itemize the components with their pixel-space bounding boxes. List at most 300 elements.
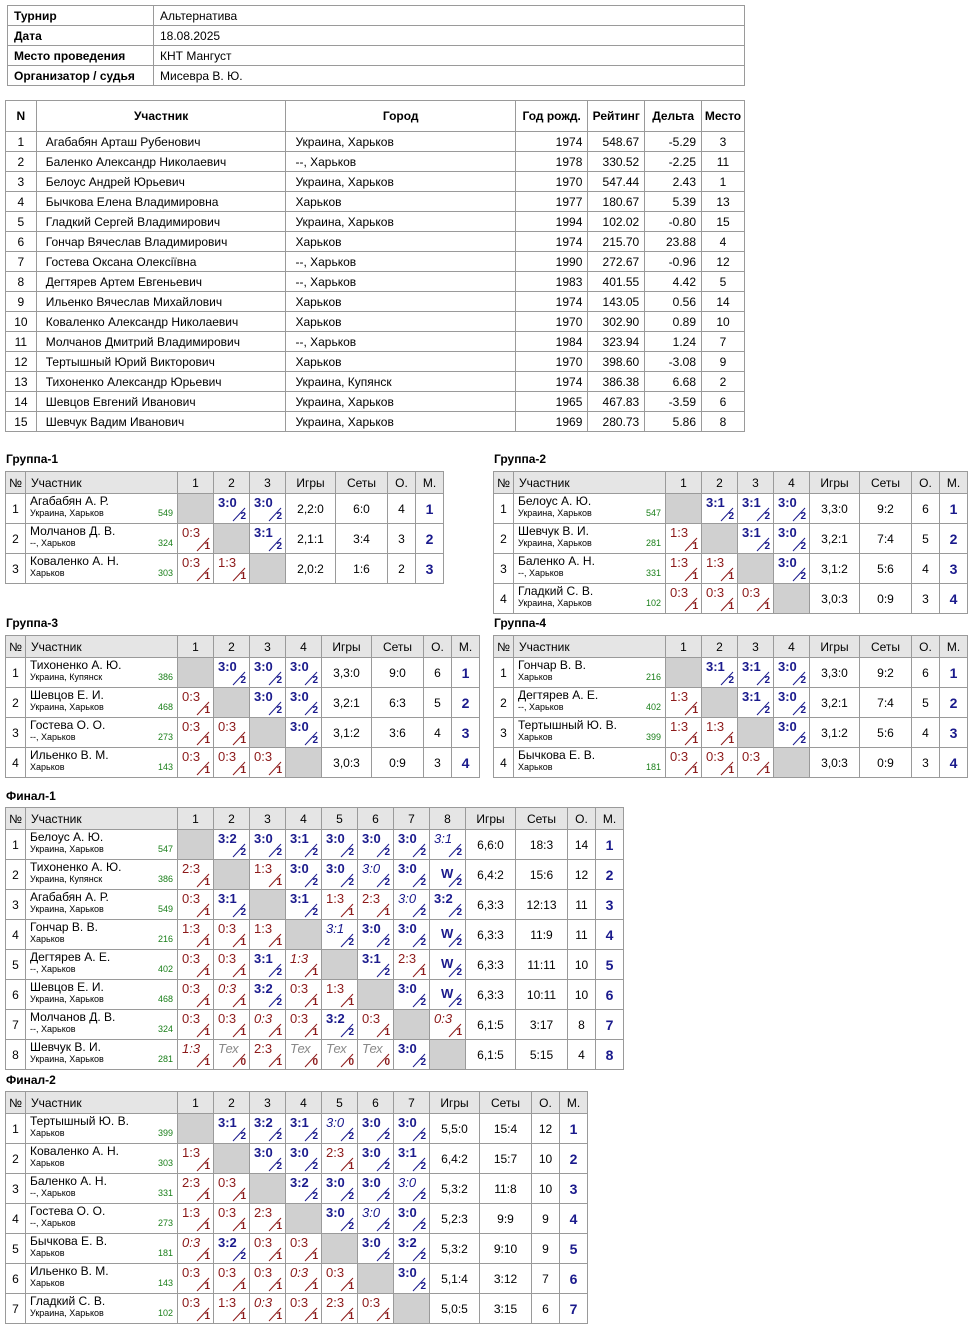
match-cell <box>666 748 702 778</box>
match-result <box>250 860 285 889</box>
match-result <box>250 1040 285 1069</box>
group-table <box>493 635 968 778</box>
match-result <box>394 860 429 889</box>
match-score: 3:0 <box>398 1265 417 1280</box>
match-cell <box>322 1040 358 1070</box>
match-result <box>286 658 321 687</box>
match-points: 2 <box>276 997 282 1008</box>
table-row <box>6 412 745 432</box>
table-cell: 7 <box>6 252 37 272</box>
header-number: № <box>6 472 26 494</box>
match-cell <box>250 950 286 980</box>
player-place: 7 <box>596 1010 624 1040</box>
match-points: 1 <box>348 1161 354 1172</box>
table-row <box>6 352 745 372</box>
player-info <box>30 1128 173 1139</box>
group-header-row <box>494 636 968 658</box>
player-cell <box>26 980 178 1010</box>
match-score: 0:3 <box>182 749 201 764</box>
player-city: --, Харьков <box>518 568 564 578</box>
match-points: 1 <box>240 1311 246 1322</box>
match-result <box>702 494 737 523</box>
table-cell: 14 <box>702 292 745 312</box>
match-points: 1 <box>276 1251 282 1262</box>
player-name: Тертышный Ю. В. <box>518 718 617 732</box>
column-header: Год рожд. <box>515 101 587 132</box>
match-score: 0:3 <box>290 1295 309 1310</box>
table-cell: Тертышный Юрий Викторович <box>36 352 286 372</box>
match-cell <box>250 524 286 554</box>
match-score: 3:2 <box>398 1235 417 1250</box>
player-games: 6,3:3 <box>466 920 516 950</box>
match-points: 1 <box>204 1057 210 1068</box>
group-row <box>6 524 444 554</box>
match-score: 3:0 <box>362 831 381 846</box>
match-score: 3:1 <box>742 495 761 510</box>
match-score: 3:1 <box>706 659 725 674</box>
match-score: 3:1 <box>218 1115 237 1130</box>
player-city: Харьков <box>30 1278 65 1288</box>
table-cell: 15 <box>702 212 745 232</box>
match-result <box>322 1144 357 1173</box>
match-cell <box>286 1114 322 1144</box>
match-points: 1 <box>728 765 734 776</box>
match-score: 3:1 <box>434 831 453 846</box>
match-result <box>286 1234 321 1263</box>
match-cell <box>666 524 702 554</box>
match-points: 2 <box>456 997 462 1008</box>
match-cell <box>178 920 214 950</box>
match-score: 0:3 <box>182 951 201 966</box>
match-result <box>178 1204 213 1233</box>
player-number: 4 <box>494 748 514 778</box>
table-cell: 23.88 <box>645 232 702 252</box>
match-cell <box>322 920 358 950</box>
match-points: 2 <box>312 675 318 686</box>
player-sets: 0:9 <box>372 748 424 778</box>
player-games: 3,2:1 <box>810 688 860 718</box>
match-cell <box>286 890 322 920</box>
match-points: 1 <box>240 967 246 978</box>
match-result <box>250 830 285 859</box>
match-result <box>214 980 249 1009</box>
match-score: 2:3 <box>254 1205 273 1220</box>
match-result <box>358 1294 393 1323</box>
match-result <box>214 658 249 687</box>
match-points: 2 <box>240 511 246 522</box>
match-score: 0:3 <box>182 555 201 570</box>
match-cell <box>214 830 250 860</box>
match-result <box>286 1040 321 1069</box>
match-result <box>178 920 213 949</box>
match-cell <box>250 1010 286 1040</box>
match-score: 2:3 <box>398 951 417 966</box>
match-points: 1 <box>204 1191 210 1202</box>
player-city: --, Харьков <box>30 1218 76 1228</box>
match-score: 3:1 <box>290 831 309 846</box>
match-result <box>178 718 213 747</box>
match-points: 1 <box>764 765 770 776</box>
match-result <box>774 494 809 523</box>
match-cell <box>286 860 322 890</box>
match-score: 3:1 <box>742 525 761 540</box>
table-cell: 302.90 <box>588 312 645 332</box>
match-score: 1:3 <box>706 555 725 570</box>
player-name: Агабабян А. Р. <box>30 890 109 904</box>
table-cell: 14 <box>6 392 37 412</box>
player-points: 11 <box>568 890 596 920</box>
match-result <box>702 748 737 777</box>
table-cell: Шевцов Евгений Иванович <box>36 392 286 412</box>
player-cell <box>514 524 666 554</box>
match-score: 0:3 <box>182 891 201 906</box>
match-result <box>358 890 393 919</box>
table-cell: -0.80 <box>645 212 702 232</box>
player-name: Бычкова Е. В. <box>518 748 596 762</box>
column-header: Город <box>286 101 515 132</box>
match-score: 0:3 <box>670 585 689 600</box>
table-cell: 280.73 <box>588 412 645 432</box>
match-cell <box>214 950 250 980</box>
match-score: 0:3 <box>218 749 237 764</box>
match-cell <box>250 1144 286 1174</box>
match-cell <box>178 1294 214 1324</box>
player-cell <box>26 554 178 584</box>
match-cell <box>394 890 430 920</box>
table-cell: 8 <box>6 272 37 292</box>
match-cell <box>214 1204 250 1234</box>
match-score: 0:3 <box>254 1295 273 1310</box>
header-participant: Участник <box>26 1092 178 1114</box>
match-points: 1 <box>240 1027 246 1038</box>
player-city: --, Харьков <box>30 732 76 742</box>
table-cell: 5 <box>702 272 745 292</box>
match-cell <box>250 920 286 950</box>
match-points: 2 <box>728 511 734 522</box>
match-score: 0:3 <box>182 1265 201 1280</box>
player-city: Харьков <box>30 934 65 944</box>
player-points: 8 <box>568 1010 596 1040</box>
match-points: 1 <box>204 541 210 552</box>
player-cell <box>26 830 178 860</box>
player-name: Ильенко В. М. <box>30 1264 109 1278</box>
match-score: 1:3 <box>182 921 201 936</box>
match-score: 0:3 <box>182 1235 201 1250</box>
player-sets: 11:9 <box>516 920 568 950</box>
player-points: 10 <box>532 1174 560 1204</box>
match-points: 1 <box>692 541 698 552</box>
match-result <box>702 554 737 583</box>
match-score: 3:0 <box>254 689 273 704</box>
match-points: 2 <box>276 1161 282 1172</box>
table-cell: Дегтярев Артем Евгеньевич <box>36 272 286 292</box>
match-cell <box>178 1010 214 1040</box>
match-points: 1 <box>276 1221 282 1232</box>
info-value: Альтернатива <box>154 6 745 26</box>
match-points: 1 <box>204 735 210 746</box>
match-points: 2 <box>420 877 426 888</box>
player-rating: 143 <box>157 1278 173 1288</box>
player-sets: 15:7 <box>480 1144 532 1174</box>
player-points: 9 <box>532 1204 560 1234</box>
table-cell: Бычкова Елена Владимировна <box>36 192 286 212</box>
group-title: Группа-1 <box>6 452 59 466</box>
match-points: 2 <box>384 1161 390 1172</box>
match-result <box>702 718 737 747</box>
match-score: 1:3 <box>182 1041 201 1056</box>
player-number: 7 <box>6 1010 26 1040</box>
player-name: Шевчук В. И. <box>518 524 589 538</box>
match-score: 1:3 <box>326 981 345 996</box>
match-points: 2 <box>276 675 282 686</box>
player-info <box>30 934 173 945</box>
match-cell <box>394 1174 430 1204</box>
player-info <box>30 1308 173 1319</box>
match-cell <box>322 1144 358 1174</box>
match-score: 0:3 <box>254 1265 273 1280</box>
match-cell <box>358 950 394 980</box>
table-cell: 6.68 <box>645 372 702 392</box>
match-score: 3:1 <box>326 921 345 936</box>
match-points: 2 <box>240 1131 246 1142</box>
header-sets: Сеты <box>372 636 424 658</box>
match-points: 2 <box>420 997 426 1008</box>
match-score: 2:3 <box>326 1145 345 1160</box>
match-cell <box>738 494 774 524</box>
match-score: Тех <box>326 1041 347 1056</box>
match-result <box>394 920 429 949</box>
match-points: 2 <box>384 1131 390 1142</box>
match-score: 3:2 <box>434 891 453 906</box>
table-cell: -3.08 <box>645 352 702 372</box>
player-number: 3 <box>6 890 26 920</box>
match-cell <box>178 554 214 584</box>
table-cell: 1983 <box>515 272 587 292</box>
match-cell <box>666 688 702 718</box>
match-cell <box>394 1264 430 1294</box>
match-result <box>430 920 465 949</box>
match-result <box>250 920 285 949</box>
match-points: 1 <box>728 571 734 582</box>
match-cell <box>178 1174 214 1204</box>
player-cell <box>514 584 666 614</box>
match-result <box>358 1234 393 1263</box>
match-points: 1 <box>276 877 282 888</box>
tournament-info-table <box>7 5 745 86</box>
header-m: М. <box>940 636 968 658</box>
table-cell: 0.56 <box>645 292 702 312</box>
match-score: 0:3 <box>254 1235 273 1250</box>
match-cell <box>214 890 250 920</box>
match-cell <box>358 1040 394 1070</box>
player-info <box>518 598 661 609</box>
header-sets: Сеты <box>860 472 912 494</box>
player-number: 3 <box>494 554 514 584</box>
player-cell <box>26 688 178 718</box>
match-points: 2 <box>348 937 354 948</box>
match-cell <box>178 980 214 1010</box>
match-result <box>394 1040 429 1069</box>
player-city: --, Харьков <box>30 964 76 974</box>
table-cell: 1974 <box>515 232 587 252</box>
match-result <box>666 554 701 583</box>
match-points: 2 <box>800 705 806 716</box>
match-points: 1 <box>312 1311 318 1322</box>
match-result <box>214 1174 249 1203</box>
group-row <box>6 950 624 980</box>
player-place: 3 <box>416 554 444 584</box>
match-result <box>322 890 357 919</box>
player-city: --, Харьков <box>518 702 564 712</box>
table-cell: 9 <box>702 352 745 372</box>
match-points: 1 <box>276 1027 282 1038</box>
match-score: 3:0 <box>398 831 417 846</box>
diagonal-cell <box>250 1174 286 1204</box>
match-result <box>214 554 249 583</box>
match-points: 1 <box>384 1311 390 1322</box>
match-cell <box>250 1040 286 1070</box>
player-rating: 468 <box>157 702 173 712</box>
player-points: 11 <box>568 920 596 950</box>
table-cell: 3 <box>6 172 37 192</box>
match-cell <box>322 890 358 920</box>
table-cell: Ильенко Вячеслав Михайлович <box>36 292 286 312</box>
player-info <box>30 702 173 713</box>
match-result <box>178 688 213 717</box>
player-number: 5 <box>6 1234 26 1264</box>
header-opponent: 4 <box>286 636 322 658</box>
player-rating: 399 <box>157 1128 173 1138</box>
match-score: 2:3 <box>326 1295 345 1310</box>
match-points: 1 <box>692 705 698 716</box>
header-participant: Участник <box>26 472 178 494</box>
match-cell <box>214 494 250 524</box>
match-cell <box>322 1294 358 1324</box>
match-points: 2 <box>420 1057 426 1068</box>
match-result <box>250 950 285 979</box>
diagonal-cell <box>702 524 738 554</box>
player-place: 2 <box>940 688 968 718</box>
match-cell <box>250 860 286 890</box>
match-points: 2 <box>384 1251 390 1262</box>
player-games: 2,1:1 <box>286 524 336 554</box>
table-cell: -5.29 <box>645 132 702 152</box>
match-score: 1:3 <box>254 861 273 876</box>
match-result <box>250 524 285 553</box>
diagonal-cell <box>430 1040 466 1070</box>
match-result <box>250 980 285 1009</box>
match-result <box>250 1204 285 1233</box>
table-cell: 10 <box>702 312 745 332</box>
match-cell <box>178 950 214 980</box>
match-result <box>214 1294 249 1323</box>
group-title: Финал-1 <box>6 789 56 803</box>
match-points: 2 <box>312 907 318 918</box>
match-score: W <box>441 926 454 941</box>
match-score: 3:1 <box>290 891 309 906</box>
match-result <box>394 1144 429 1173</box>
match-score: 1:3 <box>670 555 689 570</box>
player-name: Гончар В. В. <box>30 920 98 934</box>
table-cell: 13 <box>702 192 745 212</box>
match-score: 3:2 <box>254 981 273 996</box>
match-score: 3:0 <box>290 689 309 704</box>
match-score: 1:3 <box>670 719 689 734</box>
match-score: 0:3 <box>254 749 273 764</box>
match-result <box>430 830 465 859</box>
table-cell: Харьков <box>286 352 515 372</box>
player-games: 3,3:0 <box>810 658 860 688</box>
match-points: 1 <box>348 997 354 1008</box>
group-row <box>6 1264 588 1294</box>
match-points: 1 <box>240 1221 246 1232</box>
match-cell <box>738 748 774 778</box>
header-games: Игры <box>430 1092 480 1114</box>
match-result <box>774 688 809 717</box>
match-result <box>322 1204 357 1233</box>
player-points: 10 <box>568 980 596 1010</box>
table-cell: 1974 <box>515 292 587 312</box>
match-score: 3:2 <box>254 1115 273 1130</box>
diagonal-cell <box>666 658 702 688</box>
player-points: 9 <box>532 1234 560 1264</box>
header-o: О. <box>912 636 940 658</box>
table-row <box>6 372 745 392</box>
player-number: 6 <box>6 1264 26 1294</box>
player-points: 6 <box>424 658 452 688</box>
match-points: 2 <box>800 541 806 552</box>
player-rating: 331 <box>157 1188 173 1198</box>
player-number: 3 <box>6 554 26 584</box>
header-games: Игры <box>322 636 372 658</box>
table-cell: 5.39 <box>645 192 702 212</box>
player-sets: 3:17 <box>516 1010 568 1040</box>
match-points: 1 <box>312 1027 318 1038</box>
match-result <box>178 748 213 777</box>
player-rating: 181 <box>645 762 661 772</box>
match-score: 3:0 <box>362 1205 381 1220</box>
player-number: 5 <box>6 950 26 980</box>
player-info <box>30 1024 173 1035</box>
match-cell <box>394 920 430 950</box>
diagonal-cell <box>358 980 394 1010</box>
diagonal-cell <box>178 658 214 688</box>
table-cell: Баленко Александр Николаевич <box>36 152 286 172</box>
match-cell <box>666 554 702 584</box>
match-score: 3:1 <box>742 689 761 704</box>
match-cell <box>178 1144 214 1174</box>
player-rating: 547 <box>645 508 661 518</box>
match-result <box>666 748 701 777</box>
header-opponent: 3 <box>250 808 286 830</box>
match-result <box>286 980 321 1009</box>
match-cell <box>394 1204 430 1234</box>
match-score: W <box>441 866 454 881</box>
player-info <box>30 1248 173 1259</box>
match-result <box>178 860 213 889</box>
column-header: Место <box>702 101 745 132</box>
match-cell <box>394 950 430 980</box>
match-cell <box>214 1040 250 1070</box>
match-points: 1 <box>204 967 210 978</box>
match-score: 0:3 <box>218 1011 237 1026</box>
player-rating: 303 <box>157 1158 173 1168</box>
group-row <box>6 748 480 778</box>
player-games: 6,4:2 <box>466 860 516 890</box>
player-rating: 303 <box>157 568 173 578</box>
table-row <box>6 172 745 192</box>
match-points: 1 <box>204 877 210 888</box>
